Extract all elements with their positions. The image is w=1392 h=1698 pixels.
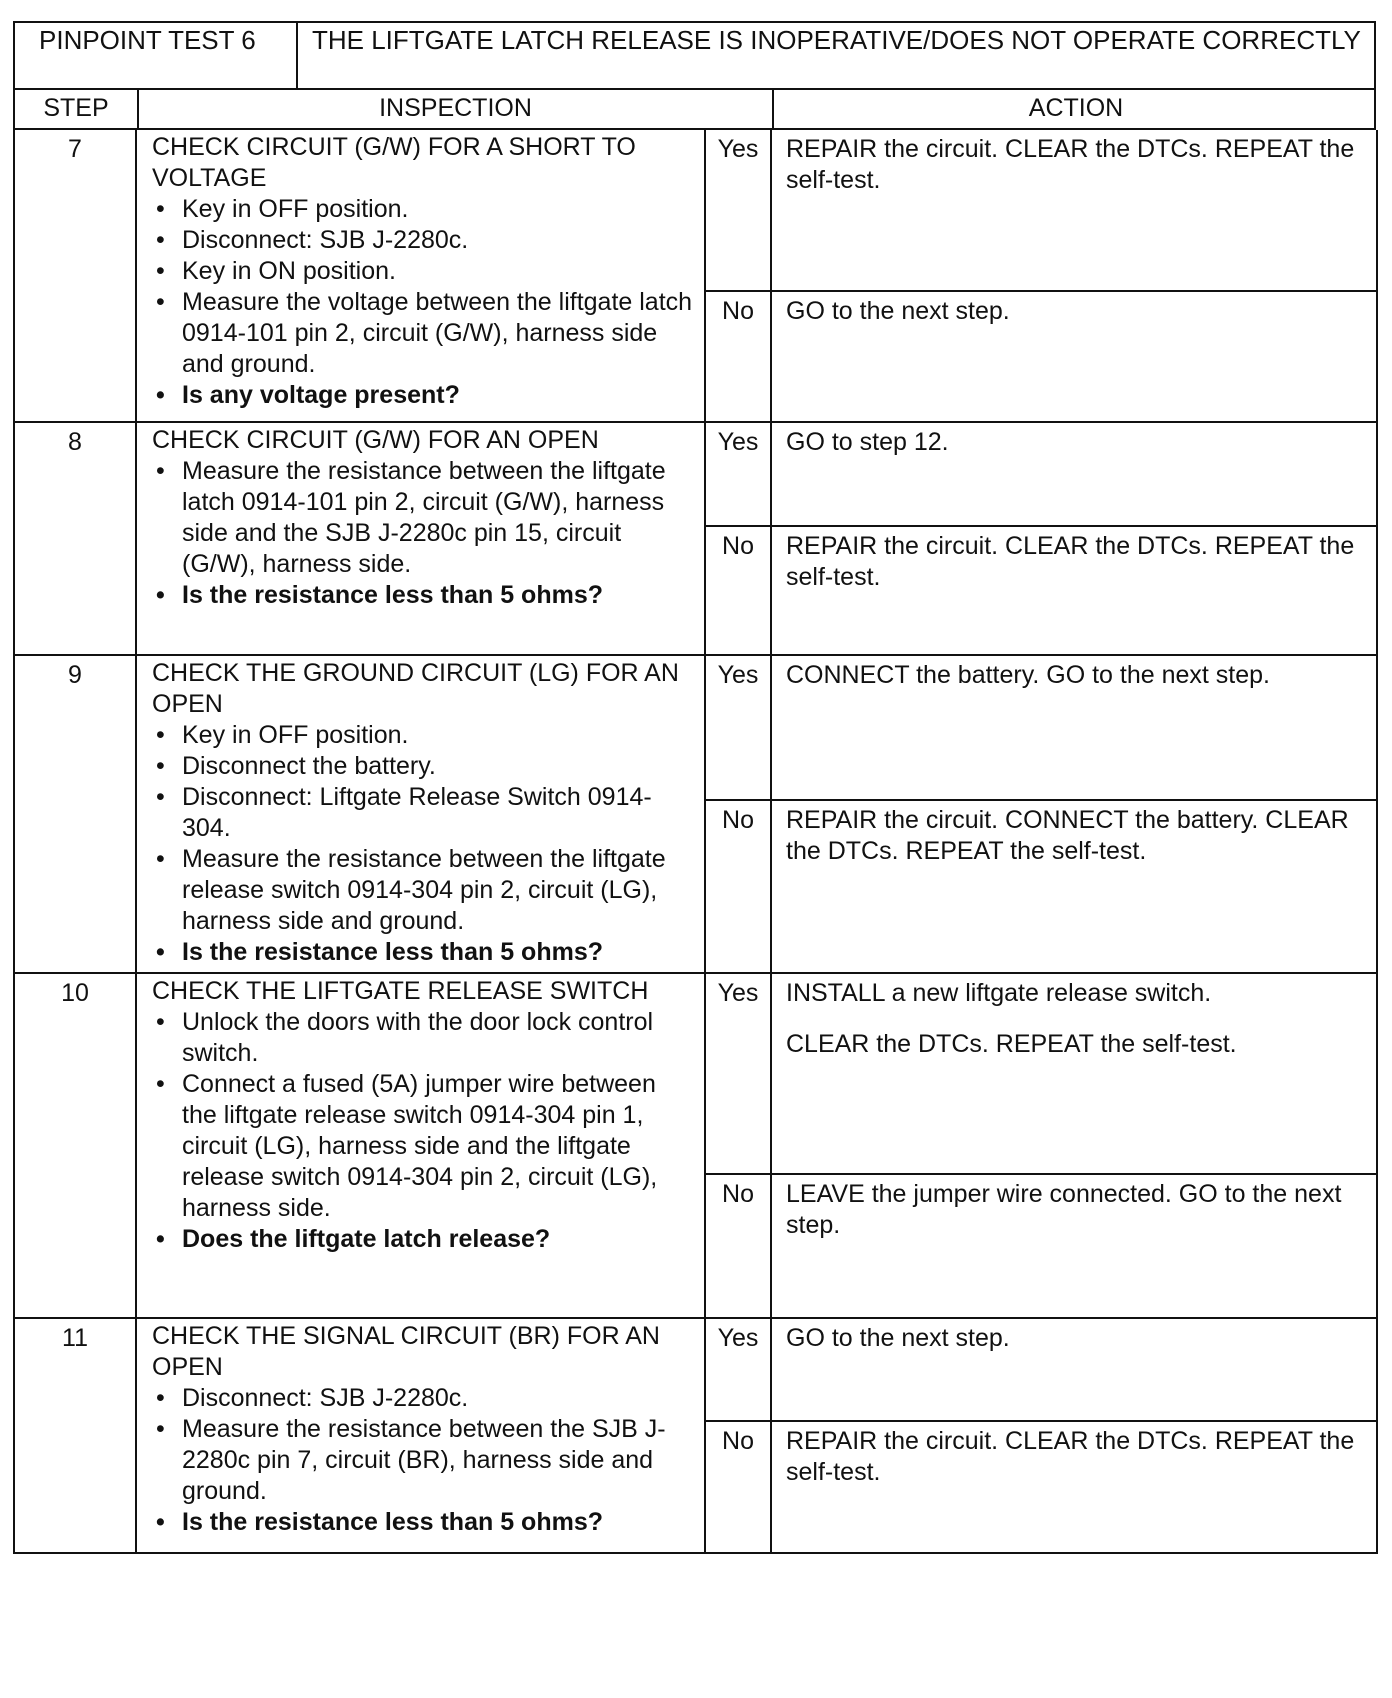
inspection-steps: [152, 1007, 696, 1255]
step-number: 10: [14, 973, 136, 1318]
step-row: [14, 973, 1377, 1174]
inspection-bullet: • Connect a fused (5A) jumper wire between the liftgate release switch 0914-304 pin 1, circuit (LG), harness side and the liftgate release switch 0914-304 pin 2, circuit (LG), harness side.: [152, 1069, 696, 1224]
action-text: CLEAR the DTCs. REPEAT the self-test.: [786, 1030, 1237, 1058]
inspection-bullet: • Disconnect: SJB J-2280c.: [152, 1383, 696, 1414]
inspection-bullet: • Key in OFF position.: [152, 194, 696, 225]
inspection-question: • Is the resistance less than 5 ohms?: [152, 937, 696, 968]
inspection-steps: [152, 720, 696, 968]
inspection-question: • Is the resistance less than 5 ohms?: [152, 580, 696, 611]
steps-body: [14, 130, 1377, 1553]
column-header-inspection: INSPECTION: [137, 90, 772, 128]
action-text: GO to the next step.: [786, 1324, 1010, 1352]
column-header-action: ACTION: [772, 90, 1378, 128]
step-number: 9: [14, 655, 136, 973]
inspection-steps: [152, 194, 696, 411]
inspection-cell: [136, 130, 705, 422]
inspection-bullet: • Key in ON position.: [152, 256, 696, 287]
inspection-bullet: • Measure the resistance between the SJB J-2280c pin 7, circuit (BR), harness side and ground.: [152, 1414, 696, 1507]
no-label: No: [705, 1421, 771, 1553]
yes-label: Yes: [705, 130, 771, 291]
action-text: INSTALL a new liftgate release switch.: [786, 979, 1212, 1007]
inspection-bullet: • Disconnect: Liftgate Release Switch 0914-304.: [152, 782, 696, 844]
yes-label: Yes: [705, 1318, 771, 1421]
yes-label: Yes: [705, 973, 771, 1174]
inspection-question: • Is the resistance less than 5 ohms?: [152, 1507, 696, 1538]
inspection-bullet: • Measure the voltage between the liftgate latch 0914-101 pin 2, circuit (G/W), harness side and ground.: [152, 287, 696, 380]
pinpoint-test-page: [13, 21, 1376, 1554]
action-text: CONNECT the battery. GO to the next step.: [786, 661, 1270, 689]
yes-action: [771, 1318, 1377, 1421]
yes-label: Yes: [705, 655, 771, 800]
inspection-title: CHECK CIRCUIT (G/W) FOR A SHORT TO VOLTAGE: [152, 133, 636, 192]
inspection-bullet: • Measure the resistance between the liftgate release switch 0914-304 pin 2, circuit (LG), harness side and ground.: [152, 844, 696, 937]
test-header: [13, 21, 1376, 90]
action-text: GO to the next step.: [786, 297, 1010, 325]
inspection-title: CHECK THE SIGNAL CIRCUIT (BR) FOR AN OPEN: [152, 1322, 660, 1381]
inspection-cell: [136, 422, 705, 655]
test-label: PINPOINT TEST 6: [15, 23, 298, 88]
column-header-step: STEP: [43, 94, 109, 122]
no-action: [771, 1421, 1377, 1553]
inspection-bullet: • Disconnect the battery.: [152, 751, 696, 782]
inspection-title: CHECK THE LIFTGATE RELEASE SWITCH: [152, 977, 649, 1005]
action-text: REPAIR the circuit. CONNECT the battery. CLEAR the DTCs. REPEAT the self-test.: [786, 806, 1349, 865]
inspection-title: CHECK CIRCUIT (G/W) FOR AN OPEN: [152, 426, 599, 454]
column-header-row: [13, 90, 1376, 130]
no-label: No: [705, 800, 771, 973]
no-action: [771, 800, 1377, 973]
test-title: THE LIFTGATE LATCH RELEASE IS INOPERATIVE/DOES NOT OPERATE CORRECTLY: [312, 25, 1361, 55]
inspection-bullet: • Disconnect: SJB J-2280c.: [152, 225, 696, 256]
no-action: [771, 1174, 1377, 1318]
yes-action: [771, 130, 1377, 291]
yes-label: Yes: [705, 422, 771, 526]
step-number: 7: [14, 130, 136, 422]
inspection-cell: [136, 973, 705, 1318]
inspection-bullet: • Measure the resistance between the liftgate latch 0914-101 pin 2, circuit (G/W), harness side and the SJB J-2280c pin 15, circuit (G/W), harness side.: [152, 456, 696, 580]
step-row: [14, 130, 1377, 291]
action-text: REPAIR the circuit. CLEAR the DTCs. REPEAT the self-test.: [786, 1427, 1355, 1486]
action-text: GO to step 12.: [786, 428, 949, 456]
inspection-steps: [152, 1383, 696, 1538]
yes-action: [771, 973, 1377, 1174]
step-number: 8: [14, 422, 136, 655]
step-row: [14, 655, 1377, 800]
no-label: No: [705, 291, 771, 422]
inspection-steps: [152, 456, 696, 611]
step-number: 11: [14, 1318, 136, 1553]
inspection-cell: [136, 1318, 705, 1553]
action-text: REPAIR the circuit. CLEAR the DTCs. REPEAT the self-test.: [786, 135, 1355, 194]
inspection-bullet: • Unlock the doors with the door lock control switch.: [152, 1007, 696, 1069]
inspection-question: • Is any voltage present?: [152, 380, 696, 411]
steps-table: [13, 130, 1378, 1554]
yes-action: [771, 655, 1377, 800]
action-text: LEAVE the jumper wire connected. GO to the next step.: [786, 1180, 1342, 1239]
inspection-cell: [136, 655, 705, 973]
no-label: No: [705, 526, 771, 655]
action-text: REPAIR the circuit. CLEAR the DTCs. REPEAT the self-test.: [786, 532, 1355, 591]
no-label: No: [705, 1174, 771, 1318]
inspection-question: • Does the liftgate latch release?: [152, 1224, 696, 1255]
yes-action: [771, 422, 1377, 526]
no-action: [771, 291, 1377, 422]
inspection-title: CHECK THE GROUND CIRCUIT (LG) FOR AN OPEN: [152, 659, 679, 718]
no-action: [771, 526, 1377, 655]
inspection-bullet: • Key in OFF position.: [152, 720, 696, 751]
step-row: [14, 422, 1377, 526]
step-row: [14, 1318, 1377, 1421]
